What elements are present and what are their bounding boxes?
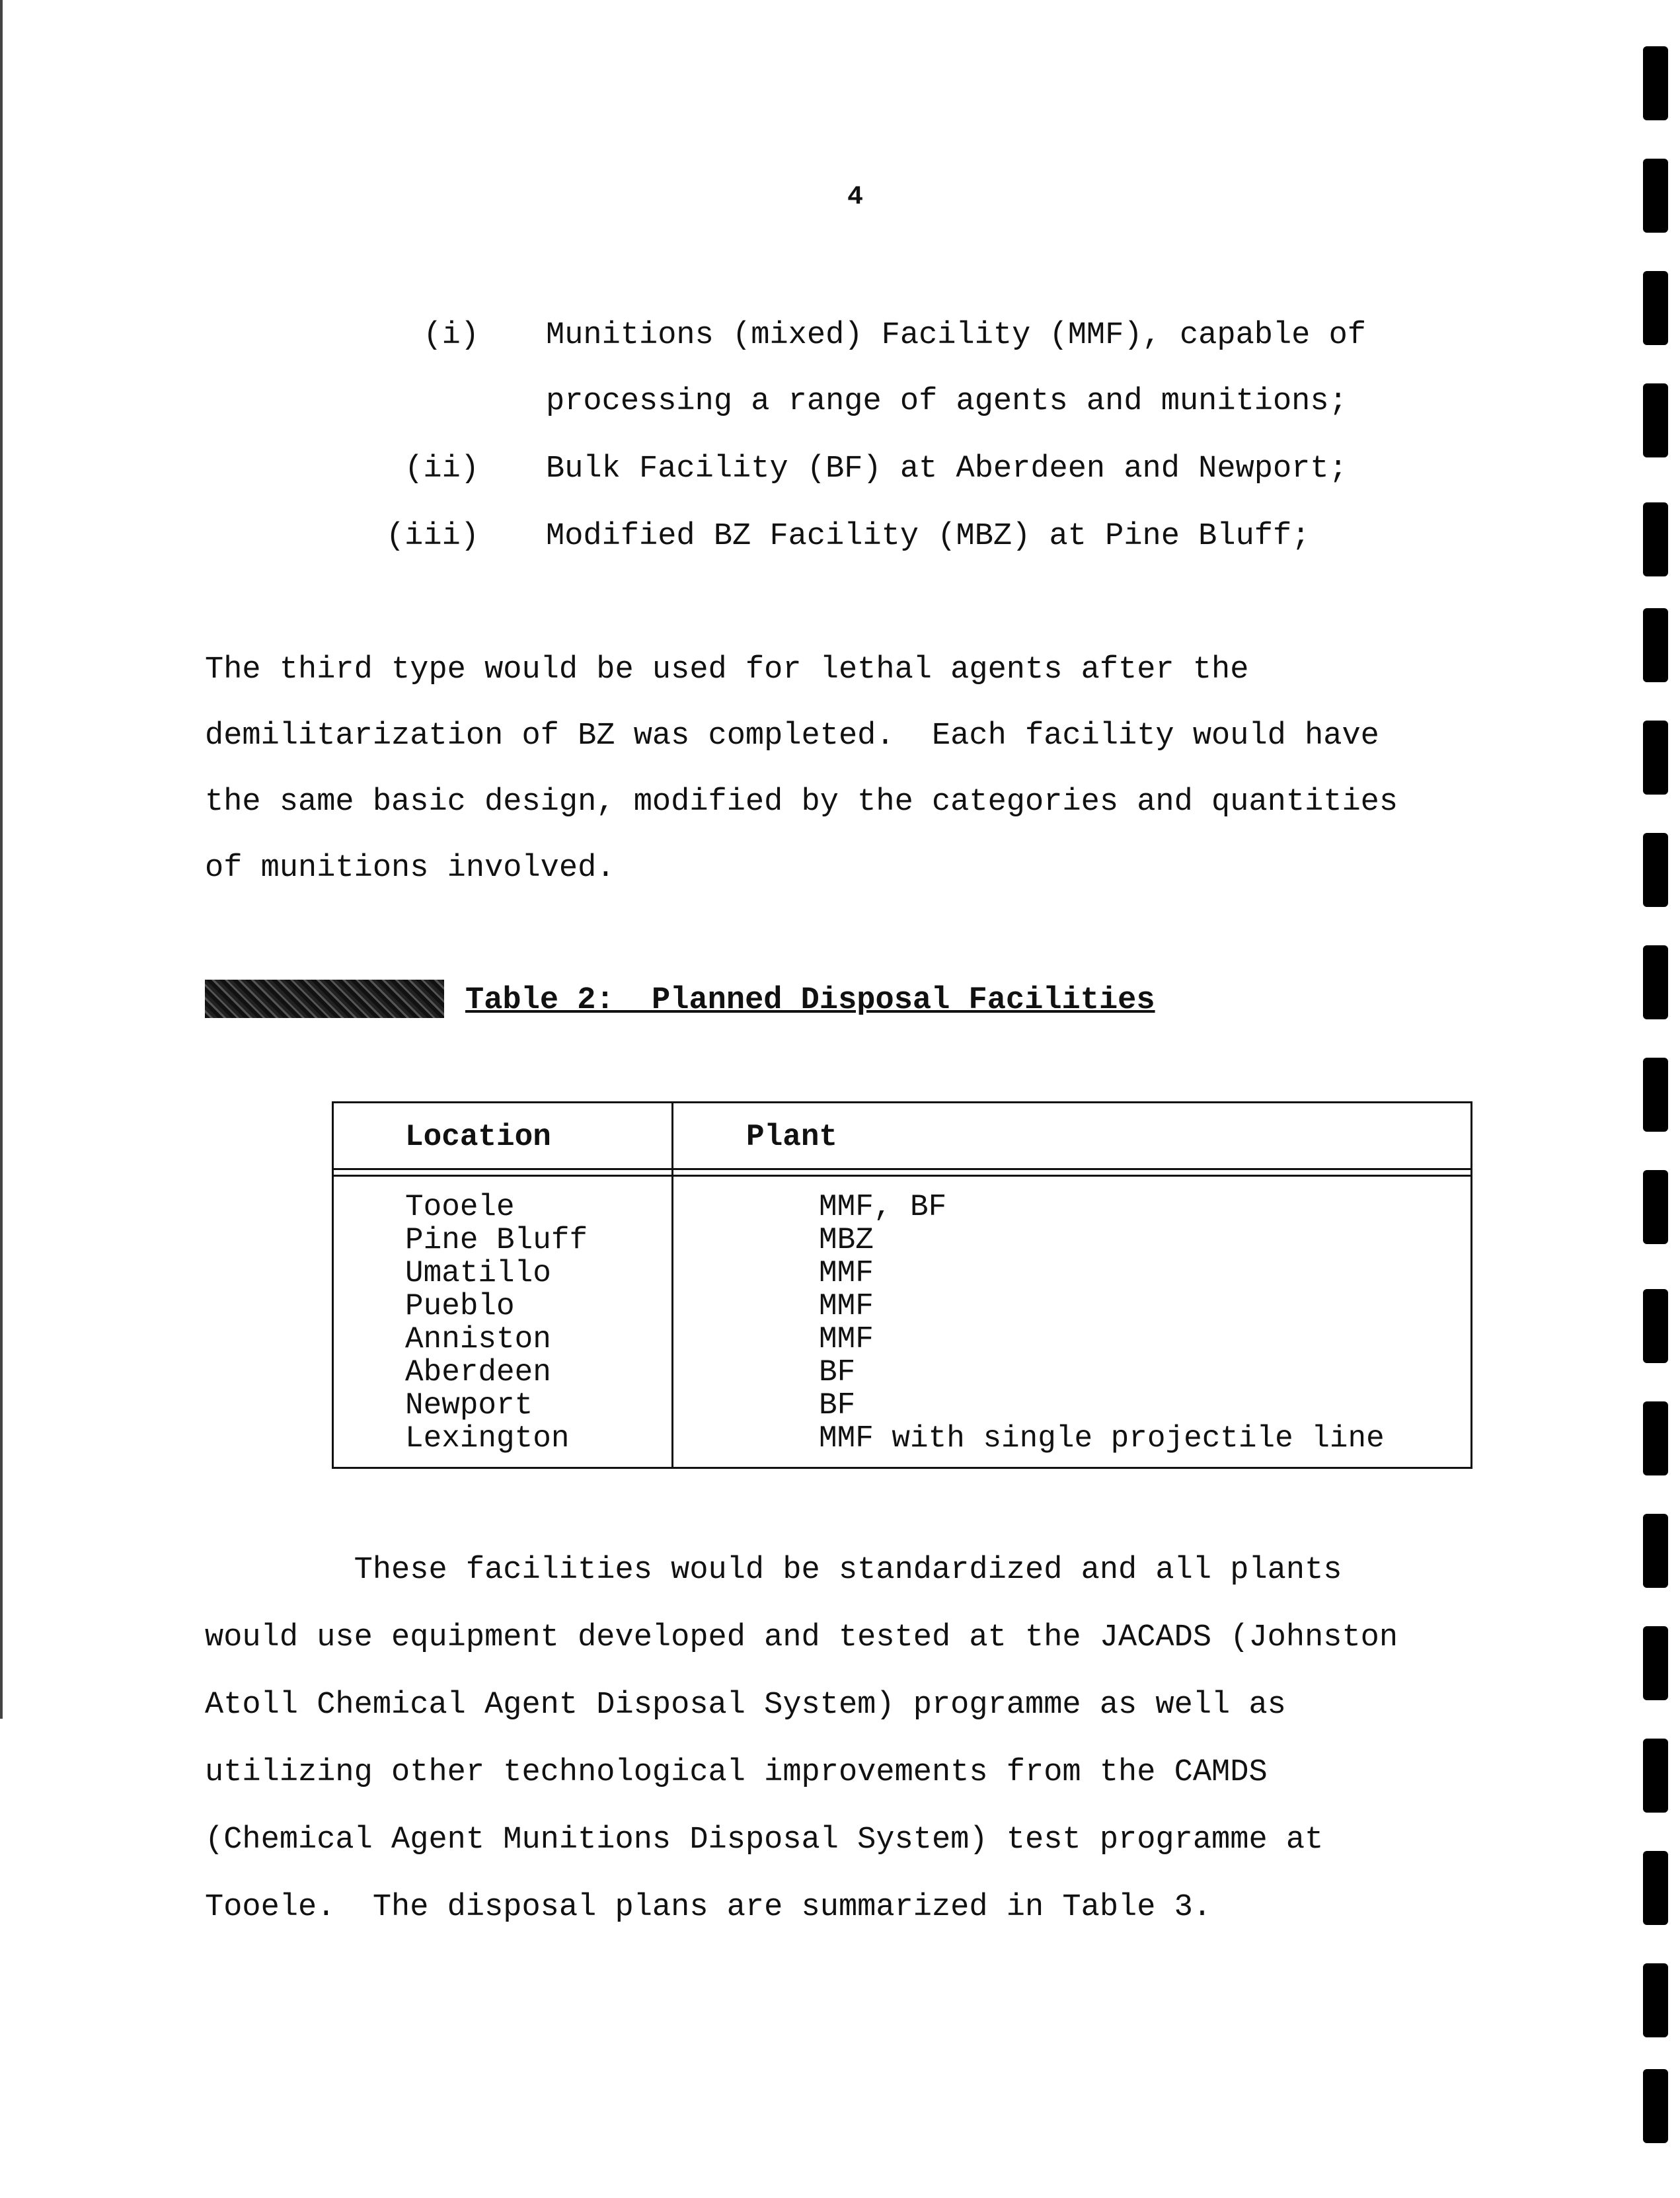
list-item-number: (iii)	[385, 519, 479, 554]
table-cell-location: Aberdeen	[405, 1355, 551, 1390]
table-cell-location: Pueblo	[405, 1289, 515, 1323]
column-divider	[671, 1103, 673, 1467]
punch-hole	[1643, 608, 1668, 682]
table-cell-location: Newport	[405, 1388, 533, 1423]
list-item-text: Bulk Facility (BF) at Aberdeen and Newport;	[546, 451, 1348, 487]
table-cell-plant: MBZ	[819, 1223, 874, 1257]
punch-hole	[1643, 1963, 1668, 2037]
facilities-table	[332, 1101, 1472, 1469]
punch-hole	[1643, 833, 1668, 907]
table-cell-plant: MMF with single projectile line	[819, 1421, 1385, 1456]
punch-hole	[1643, 1851, 1668, 1925]
paragraph-line: would use equipment developed and tested at the JACADS (Johnston	[205, 1620, 1398, 1655]
punch-hole	[1643, 721, 1668, 795]
punch-hole	[1643, 1170, 1668, 1244]
paragraph-line: demilitarization of BZ was completed. Each facility would have	[205, 719, 1379, 754]
list-item-text: Munitions (mixed) Facility (MMF), capable of	[546, 318, 1367, 353]
table-cell-plant: MMF, BF	[819, 1190, 947, 1224]
punch-hole	[1643, 2069, 1668, 2143]
table-cell-location: Umatillo	[405, 1256, 551, 1290]
table-cell-location: Lexington	[405, 1421, 570, 1456]
column-header-plant: Plant	[746, 1120, 838, 1154]
header-rule	[334, 1168, 1470, 1170]
punch-hole	[1643, 1058, 1668, 1132]
list-item-text: Modified BZ Facility (MBZ) at Pine Bluff;	[546, 519, 1311, 554]
paragraph-line: Atoll Chemical Agent Disposal System) programme as well as	[205, 1688, 1286, 1723]
paragraph-line: the same basic design, modified by the categories and quantities	[205, 785, 1398, 820]
list-item-number: (i)	[423, 318, 479, 353]
punch-hole	[1643, 271, 1668, 345]
table-cell-location: Pine Bluff	[405, 1223, 588, 1257]
punch-hole	[1643, 159, 1668, 233]
header-rule	[334, 1175, 1470, 1177]
table-cell-plant: BF	[819, 1388, 856, 1423]
punch-hole	[1643, 1289, 1668, 1363]
paragraph-line: (Chemical Agent Munitions Disposal System) test programme at	[205, 1823, 1324, 1858]
table-caption: Table 2: Planned Disposal Facilities	[465, 983, 1155, 1018]
table-cell-plant: MMF	[819, 1322, 874, 1356]
punch-hole	[1643, 46, 1668, 120]
paragraph-line: Tooele. The disposal plans are summarized in Table 3.	[205, 1890, 1212, 1925]
punch-hole	[1643, 1739, 1668, 1813]
redaction-mark	[205, 980, 444, 1018]
paragraph-line: utilizing other technological improvements from the CAMDS	[205, 1755, 1268, 1790]
paragraph-line: The third type would be used for lethal agents after the	[205, 652, 1249, 687]
punch-hole	[1643, 945, 1668, 1019]
table-cell-plant: BF	[819, 1355, 856, 1390]
table-cell-plant: MMF	[819, 1289, 874, 1323]
punch-hole	[1643, 1401, 1668, 1475]
paragraph-line: These facilities would be standardized and all plants	[205, 1553, 1342, 1588]
table-cell-plant: MMF	[819, 1256, 874, 1290]
table-cell-location: Tooele	[405, 1190, 515, 1224]
column-header-location: Location	[405, 1120, 551, 1154]
list-item-number: (ii)	[404, 451, 479, 487]
punch-hole	[1643, 1626, 1668, 1700]
punch-hole	[1643, 383, 1668, 457]
page-edge	[0, 0, 3, 1719]
punch-hole	[1643, 1514, 1668, 1588]
table-cell-location: Anniston	[405, 1322, 551, 1356]
page-number: 4	[847, 182, 864, 212]
punch-hole	[1643, 502, 1668, 576]
list-item-text: processing a range of agents and munitions;	[546, 384, 1348, 419]
paragraph-line: of munitions involved.	[205, 851, 615, 886]
